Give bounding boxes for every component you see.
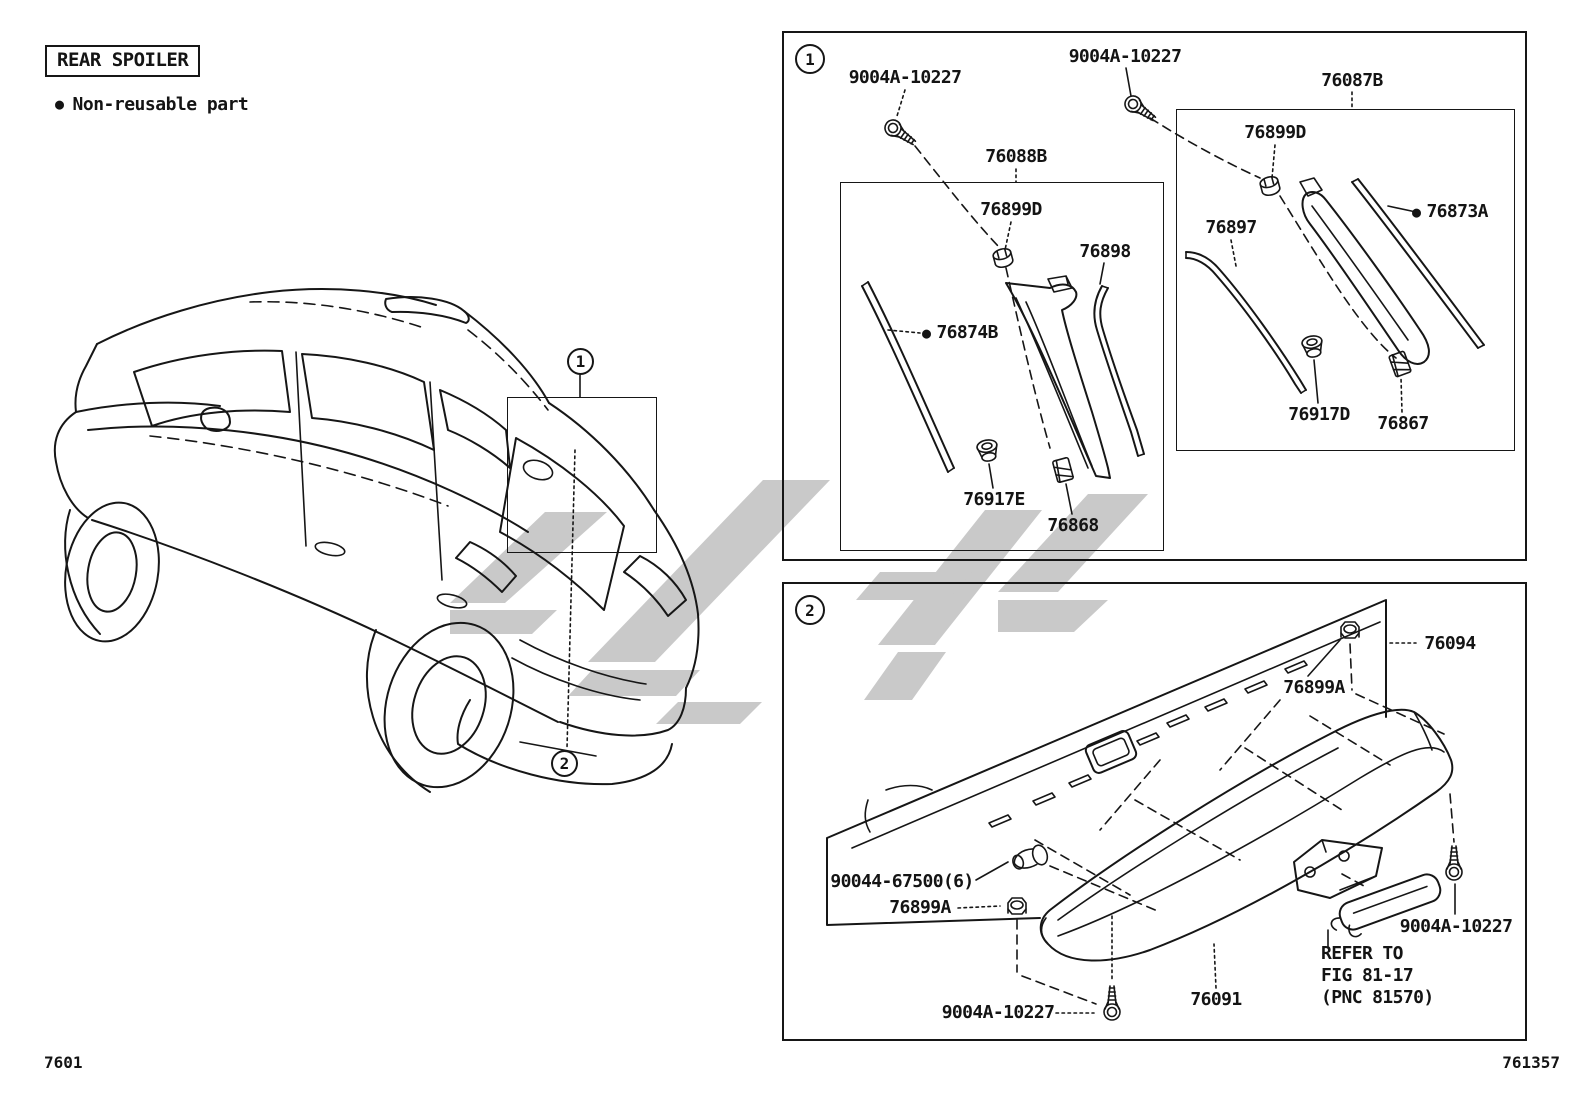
part-label-9004a-10227-b: 9004A-10227: [1068, 46, 1182, 67]
part-label-76898: 76898: [1079, 241, 1131, 262]
vehicle-callout-2: 2: [551, 750, 578, 777]
part-label-76094: 76094: [1424, 633, 1476, 654]
detail2-number-badge: 2: [795, 595, 825, 625]
part-label-9004a-10227-a: 9004A-10227: [848, 67, 962, 88]
figure-code-right: 761357: [1502, 1053, 1560, 1072]
part-label-76867: 76867: [1377, 413, 1429, 434]
vehicle-callout-1: 1: [567, 348, 594, 375]
non-reusable-dot-icon: ●: [55, 95, 64, 113]
part-label-76873a: ● 76873A: [1412, 201, 1488, 222]
non-reusable-dot-icon: ●: [1412, 203, 1421, 221]
inner-box-76087b: [1176, 109, 1515, 451]
part-label-9004a-10227-d: 9004A-10227: [1399, 916, 1513, 937]
part-label-76899d-right: 76899D: [1244, 122, 1306, 143]
part-label-90044-67500: 90044-67500(6): [830, 871, 974, 892]
part-label-76874b: ● 76874B: [922, 322, 998, 343]
detail1-number-badge: 1: [795, 44, 825, 74]
refer-line-1: REFER TO: [1321, 943, 1403, 964]
figure-code-left: 7601: [44, 1053, 83, 1072]
part-label-76088b: 76088B: [985, 146, 1047, 167]
part-label-76899d-left: 76899D: [980, 199, 1042, 220]
refer-line-2: FIG 81-17: [1321, 965, 1414, 986]
non-reusable-dot-icon: ●: [922, 324, 931, 342]
refer-line-3: (PNC 81570): [1321, 987, 1434, 1008]
part-label-76868: 76868: [1047, 515, 1099, 536]
part-label-76899a-top: 76899A: [1283, 677, 1345, 698]
part-label-76899a-bottom: 76899A: [889, 897, 951, 918]
part-label-76897: 76897: [1205, 217, 1257, 238]
part-label-9004a-10227-c: 9004A-10227: [941, 1002, 1055, 1023]
refer-note: [1321, 943, 1434, 1009]
legend-label: Non-reusable part: [72, 93, 249, 115]
legend-non-reusable: [55, 93, 248, 115]
part-label-76091: 76091: [1190, 989, 1242, 1010]
part-label-76917d: 76917D: [1288, 404, 1350, 425]
part-label-76917e: 76917E: [963, 489, 1025, 510]
part-label-76087b: 76087B: [1321, 70, 1383, 91]
page-title: REAR SPOILER: [45, 45, 200, 77]
vehicle-callout-rect: [507, 397, 657, 553]
